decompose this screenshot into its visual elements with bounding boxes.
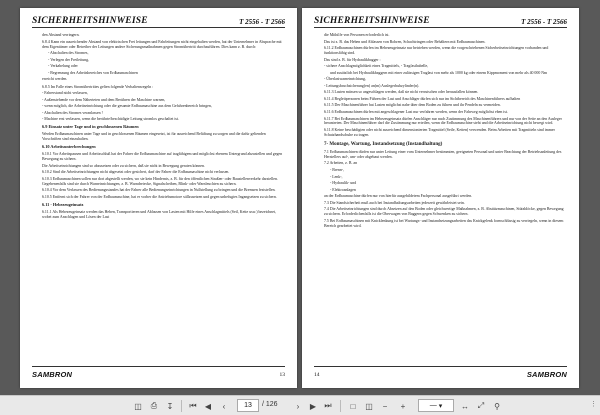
page-body — [324, 33, 565, 360]
page-number: 14 — [314, 371, 320, 378]
paragraph: 6.8.5 Im Falle eines Stromübertrittes gelten folgende Verhaltensregeln : — [42, 84, 154, 89]
previous-page-arrow-icon[interactable]: ‹ — [222, 401, 226, 411]
paragraph: die Mithilfe von Personen erforderlich ist. — [324, 33, 390, 37]
fit-width-icon[interactable]: ↔ — [461, 401, 469, 411]
paragraph: 7.4 Die Arbeitseinrichtungen sind durch Absetzen auf den Boden oder gleichwertige Maßnahmen, z. B. Abstützmaschinen, Stützblöcke, gegen Bewegung zu sichern. Erforderlichenfalls ist die Oberwagen von Baggern gegen Schwenken zu sichern. — [324, 207, 564, 217]
paragraph: 6.11.3 Lasten müssen so angeschlagen werden, daß sie nicht verrutschen oder herausfallen können. — [324, 90, 479, 95]
page-body — [42, 33, 283, 360]
list-item: - Abschalten des Stromes veranlassen ! — [42, 110, 103, 115]
paragraph: und zusätzlich bei Hydraulikbaggern mit einer zulässigen Traglast von mehr als 1000 kg oder einem Kippmoment von mehr als 40 000 Nm — [330, 70, 548, 75]
page-number: 13 — [279, 371, 285, 378]
paragraph: Die Arbeitseinrichtungen sind so abzusetzen oder zu sichern, daß sie nicht in Bewegung geraten können. — [42, 163, 205, 168]
header-title: SICHERHEITSHINWEISE — [314, 16, 430, 26]
paragraph: 7.2 Arbeiten, z. B. an — [324, 161, 358, 166]
total-pages: / 126 — [262, 401, 278, 408]
resize-grip-icon[interactable]: ⋮ — [590, 401, 597, 408]
paragraph: 6.10.4 Vor dem Verlassen des Bedienungsstandes hat der Fahrer alle Bedienungseinrichtungen in Nullstellung zu bringen und die Bremsen feststellen. — [42, 188, 276, 193]
section-heading: 6.11 - Hebezeugeinsatz — [42, 201, 84, 207]
toolbar-divider — [340, 400, 341, 412]
list-item: - Fahrerstand nicht verlassen, — [42, 91, 88, 96]
paragraph: 7.3 Die Standsicherheit muß auch bei Instandhaltungsarbeiten jederzeit gewährleistet sein. — [324, 200, 465, 205]
list-item: - Lenk-, — [330, 174, 343, 179]
viewer-toolbar — [0, 395, 600, 415]
next-page-arrow-icon[interactable]: › — [296, 401, 300, 411]
section-heading: 6.9 Einsatz unter Tage und in geschlossenen Räumen — [42, 124, 139, 130]
search-icon[interactable]: ⚲ — [494, 401, 500, 411]
section-heading: 7- Montage, Wartung, Instandsetzung (Instandhaltung) — [324, 141, 443, 147]
fullscreen-icon[interactable]: ⤢ — [477, 401, 485, 410]
brand-logo: SAMBRON — [32, 370, 73, 379]
paragraph: 7.5 Bei Erdbaumaschinen mit Knicklenkung ist bei Wartungs- und Instandsetzungsarbeiten das Knickgelenk formschlüssig zu verriegeln, wenn in diesem Bereich gearbeitet wird. — [324, 218, 564, 228]
bookmark-icon[interactable]: ◫ — [134, 401, 142, 411]
page-13 — [20, 8, 297, 388]
toolbar-divider — [181, 400, 182, 412]
next-page-icon[interactable]: ▶ — [309, 401, 317, 411]
page-number-input[interactable] — [237, 399, 259, 412]
list-item: - Außenstehende vor dem Näherteten und dem Berühren der Maschine warnen, — [42, 97, 166, 102]
two-page-view-icon[interactable]: ◫ — [365, 401, 373, 411]
list-item: - wenn möglich, die Arbeitseinrichtung oder die gesamte Erdbaumaschine aus dem Gefahrenbereich bringen, — [42, 104, 212, 109]
header-model: T 2556 - T 2566 — [239, 18, 285, 26]
list-item: - Verlegen der Freileitung, — [48, 57, 89, 62]
list-item: - Elektroanlagen — [330, 187, 356, 192]
single-page-view-icon[interactable]: □ — [350, 401, 356, 411]
page-header — [314, 14, 567, 28]
brand-logo: SAMBRON — [526, 370, 567, 379]
paragraph: 6.8.4 Kann ein ausreichender Abstand von elektrischen Frei leitungen und Fahrleitungen nicht eingehalten werden, hat der Unternehmer in Absprache mit dem Eigentümer oder Betreiber der Leitungen andere Sicherungsmaßnahmen gegen Stromübertritt durchzuführen. Dies kann z. B. durch: — [42, 39, 282, 49]
paragraph: 6.11.1 Als Hebezeugeinsatz werden das Heben, Transportieren und Ablassen von Lasten mit Hilfe eines Anschlagmittels (Seil, Kette usw.) bezeichnet, wobei zum Anschlagen und Lösen der Last — [42, 209, 277, 219]
paragraph: Das ist z. B. das Heben und Ablassen von Rohren, Schachtringen oder Behältern mit Erdbaumaschinen. — [324, 39, 486, 44]
paragraph: 7.1 Erdbaumaschinen dürfen nur unter Leitung einer vom Unternehmer bestimmten, geeigneten Personal und unter Beachtung der Betriebsanleitung des Herstellers auf-, um- oder abgebaut werden. — [324, 149, 562, 159]
paragraph: 6.10.3 Erdbaumaschinen sollen nur dort abgestellt werden, wo sie kein Hindernis, z. B. für den öffentlichen Straßen- oder Baustellenverkehr darstellen. Gegebenenfalls sind sie durch Warneinrichtungen, z. B. Warndreiecke, Signalscheiben, Blink- oder Warnleuchten zu sichern. — [42, 176, 278, 186]
header-title: SICHERHEITSHINWEISE — [32, 16, 148, 26]
paragraph: 6.11.2 Erdbaumaschinen dürfen im Hebezeugeinsatz nur betrieben werden, wenn die vorgeschriebenen Sicherheitseinrichtungen vorhanden und funktionsfähig sind. — [324, 46, 549, 56]
page-footer — [32, 366, 285, 380]
list-item: - sichere Anschlagmöglichkeit eines Tragmittels, - Tragfasthabelle, — [324, 64, 429, 69]
paragraph: Werden Erdbaumaschinen unter Tage und in geschlossenen Räumen eingesetzt, ist für ausreichend Belüftung zu sorgen und die dafür geltenden Vorschriften sind einzuhalten. — [42, 132, 266, 142]
paragraph: Das sind z. B. für Hydraulikbagger : — [324, 57, 381, 62]
print-icon[interactable]: ⎙ — [150, 401, 158, 410]
paragraph: an der Erdbaumaschine dürfen nur von hierfür ausgebildetem Fachpersonal ausgeführt werden. — [324, 194, 473, 199]
page-footer — [314, 366, 567, 380]
section-heading: 6.10 Arbeitsunterbrechungen — [42, 144, 96, 150]
paragraph: 6.10.2 Sind die Arbeitseinrichtungen nicht abgesetzt oder gesichert, darf der Fahrer die Erdbaumaschine nicht verlassen. — [42, 170, 230, 175]
paragraph: den Abstand verringern. — [42, 33, 80, 37]
paragraph: 6.10.1 Vor Arbeitspausen und Arbeitsschluß hat der Fahrer die Erdbaumaschine auf tragfähigem und möglichst ebenem Untergrund abzustellen und gegen Bewegung zu sichern. — [42, 152, 283, 162]
paragraph: 6.11.7 Bei Erdbaumaschinen im Hebezeugeinsatz dürfen Anschläger nur nach Zustimmung des Maschinenführers und nur von der Seite an den Ausleger herantreten. Der Maschinenführer darf die Zustimmung nur erteilen, wenn die Erdbaumaschine steht und die Arbeitseinrichtung nicht bewegt wird. — [324, 116, 562, 126]
paragraph: 6.11.4 Begleitpersonen beim Führen der Last und Anschläger dürfen sich nur im Sichtbereich des Maschinenführers aufhalten — [324, 96, 521, 101]
header-model: T 2556 - T 2566 — [521, 18, 567, 26]
first-page-icon[interactable]: ⏮ — [189, 401, 197, 410]
download-icon[interactable]: ↧ — [166, 401, 174, 411]
last-page-icon[interactable]: ⏭ — [324, 401, 332, 410]
zoom-value: — — [429, 402, 437, 409]
paragraph: 6.11.8 Keine beschädigten oder nicht ausreichend dimensionierten Tragmittel (Seile, Ketten) verwenden. Beim Arbeiten mit Tragmitteln sind immer Schutzhandschuhe zu tragen. — [324, 128, 555, 137]
list-item: - Verkabelung oder — [48, 64, 78, 69]
zoom-select[interactable]: — ▾ — [418, 399, 454, 412]
list-item: - Leitungsbruchsicherung(en) an(m) Auslegerhubzylinder(n). — [324, 83, 420, 88]
list-item: - Machine erst verlassen, wenn die berührte/beschädigte Leitung stromlos geschaltet ist. — [42, 117, 179, 122]
paragraph: 6.11.6 Erdbaumaschinen dürfen mit angeschlagener Last nur verfahren werden, wenn der Fahrweg möglichst eben ist. — [324, 109, 508, 114]
list-item: - Überlastwarneinrichtung, — [324, 77, 366, 82]
paragraph: 6.10.5 Entfernt sich der Fahrer von der Erdbaumaschine, hat er vorher die Antriebsmotore stillzusetzen und gegen unbefugtes Ingangsetzen zu sichern. — [42, 194, 277, 199]
list-item: - Begrenzung des Arbeitsbereiches von Erdbaumaschinen — [48, 70, 138, 75]
list-item: - Abschalten des Stromes, — [48, 51, 89, 56]
page-14 — [302, 8, 579, 388]
zoom-out-icon[interactable]: − — [382, 401, 388, 411]
list-item: - Hydraulik- und — [330, 181, 357, 186]
previous-page-icon[interactable]: ◀ — [204, 401, 212, 411]
paragraph: erreicht werden. — [42, 77, 68, 82]
zoom-in-icon[interactable]: + — [400, 401, 406, 411]
paragraph: 6.11.5 Der Maschinenführer hat Lasten möglichst nahe über dem Boden zu führen und ihr Pendeln zu vermeiden. — [324, 103, 501, 108]
page-header — [32, 14, 285, 28]
list-item: - Brenn-, — [330, 167, 345, 172]
